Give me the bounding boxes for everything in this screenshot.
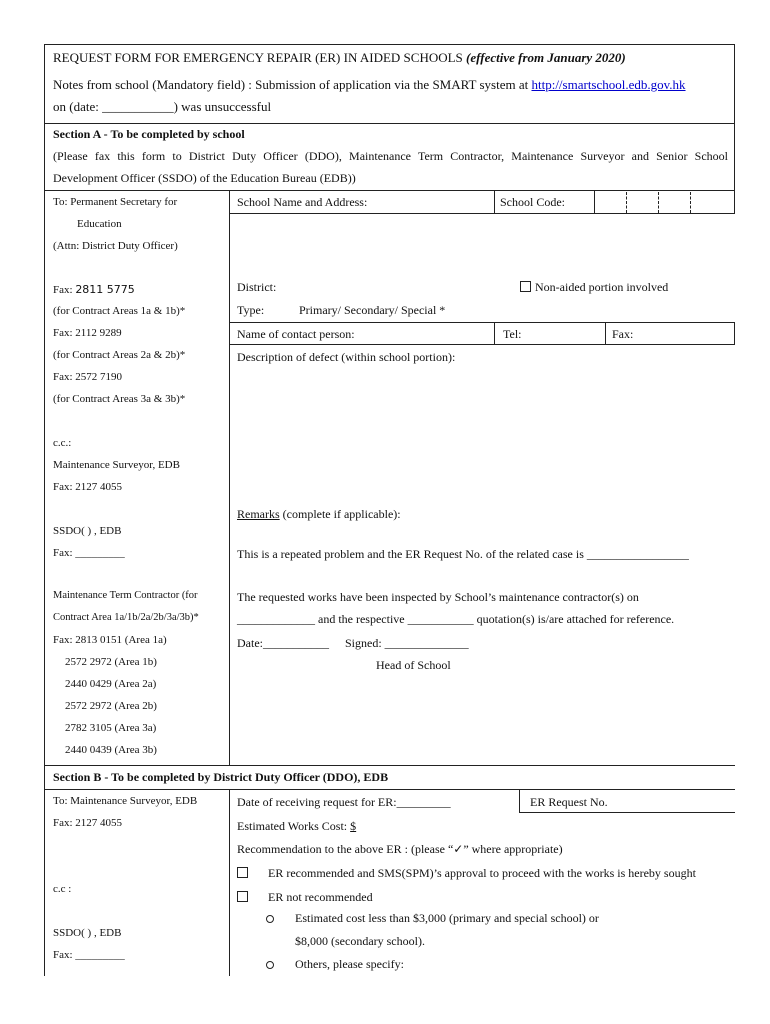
inspection-text-2: _____________ and the respective ___________ quotation(s) is/are attached for reference. [237, 612, 675, 626]
recommended-checkbox[interactable] [237, 867, 248, 878]
cc-label: c.c.: [53, 437, 72, 449]
district-label: District: [237, 280, 277, 294]
date-receiving-request: Date of receiving request for ER:_________ [237, 795, 451, 809]
mtc-fax-area-1b: 2572 2972 (Area 1b) [65, 656, 157, 668]
section-b-fax: Fax: 2127 4055 [53, 817, 123, 829]
tel-label: Tel: [503, 327, 522, 341]
er-request-no-label: ER Request No. [530, 795, 608, 809]
radio-others[interactable] [266, 961, 274, 969]
not-recommended-checkbox[interactable] [237, 891, 248, 902]
ddo-fax-1-note: (for Contract Areas 1a & 1b)* [53, 305, 186, 317]
divider-fax [605, 322, 606, 344]
notes-line [53, 77, 686, 93]
form-title [53, 50, 626, 66]
code-box-divider [690, 192, 691, 213]
title-effective-date: (effective from January 2020) [466, 50, 626, 65]
maintenance-surveyor-fax: Fax: 2127 4055 [53, 481, 123, 493]
section-b-heading: Section B - To be completed by District Duty Officer (DDO), EDB [53, 770, 389, 784]
signed-field: Signed: ______________ [345, 636, 469, 650]
mtc-fax-area-2a: 2440 0429 (Area 2a) [65, 678, 157, 690]
divider-er-request-left [519, 789, 520, 812]
column-divider-a [229, 190, 230, 765]
type-label: Type: [237, 303, 265, 317]
non-aided-checkbox[interactable] [520, 281, 531, 292]
cost-threshold-text-2: $8,000 (secondary school). [295, 934, 425, 948]
divider-school-row [229, 213, 735, 214]
section-a-heading: Section A - To be completed by school [53, 127, 245, 141]
section-b-ssdo: SSDO( ) , EDB [53, 927, 122, 939]
mtc-fax-area-2b: 2572 2972 (Area 2b) [65, 700, 157, 712]
notes-text: Notes from school (Mandatory field) : Submission of application via the SMART system at [53, 77, 529, 92]
option-not-recommended-label: ER not recommended [268, 890, 373, 904]
fax-label: Fax: [612, 327, 634, 341]
divider-section-b-top [44, 765, 735, 766]
section-b-cc: c.c : [53, 883, 72, 895]
divider-er-request [519, 812, 735, 813]
ddo-fax-2-note: (for Contract Areas 2a & 2b)* [53, 349, 186, 361]
ddo-fax-3: Fax: 2572 7190 [53, 371, 123, 383]
radio-cost-below-threshold[interactable] [266, 915, 274, 923]
estimated-cost-line [237, 819, 430, 834]
head-of-school-label: Head of School [376, 658, 451, 672]
ddo-fax-1 [53, 283, 135, 296]
school-name-label: School Name and Address: [237, 195, 368, 209]
title-text: REQUEST FORM FOR EMERGENCY REPAIR (ER) IN AIDED SCHOOLS [53, 50, 463, 65]
frame-left-border [44, 44, 45, 976]
estimated-cost-label: Estimated Works Cost: [237, 819, 348, 833]
addressee-line-2: Education [77, 218, 122, 230]
maintenance-surveyor: Maintenance Surveyor, EDB [53, 459, 180, 471]
mtc-line-1: Maintenance Term Contractor (for [53, 590, 198, 601]
mtc-fax-area-1a: Fax: 2813 0151 (Area 1a) [53, 634, 167, 646]
section-a-instruction-2: Development Officer (SSDO) of the Education Bureau (EDB)) [53, 171, 356, 185]
date-field: Date:___________ [237, 636, 329, 650]
divider-header [44, 123, 735, 124]
divider-contact-top [229, 322, 735, 323]
divider-section-b-body [44, 789, 735, 790]
fax-label: Fax: [53, 284, 73, 296]
cost-threshold-text-1: Estimated cost less than $3,000 (primary and special school) or [295, 911, 599, 925]
ssdo-fax: Fax: _________ [53, 547, 125, 559]
non-aided-checkbox-row[interactable] [520, 280, 668, 295]
divider-tel [494, 322, 495, 344]
option-not-recommended[interactable] [237, 890, 252, 905]
section-b-ssdo-fax: Fax: _________ [53, 949, 125, 961]
option-recommended[interactable] [237, 866, 252, 881]
remarks-suffix: (complete if applicable): [282, 507, 401, 521]
divider-school-code [494, 190, 495, 213]
recommendation-label: Recommendation to the above ER : (please “✓” where appropriate) [237, 842, 563, 856]
mtc-fax-area-3a: 2782 3105 (Area 3a) [65, 722, 157, 734]
mtc-fax-area-3b: 2440 0439 (Area 3b) [65, 744, 157, 756]
divider-code-boxes [594, 190, 595, 213]
section-b-addressee: To: Maintenance Surveyor, EDB [53, 795, 198, 807]
school-code-label: School Code: [500, 195, 565, 209]
divider-section-a-body [44, 190, 735, 191]
repeated-problem-text: This is a repeated problem and the ER Request No. of the related case is _________________ [237, 547, 689, 561]
remarks-label: Remarks [237, 507, 280, 521]
remarks-line [237, 507, 401, 522]
frame-right-contact [734, 322, 735, 344]
mtc-line-2: Contract Area 1a/1b/2a/2b/3a/3b)* [53, 612, 199, 623]
code-box-divider [658, 192, 659, 213]
contact-person-label: Name of contact person: [237, 327, 355, 341]
smart-system-link[interactable]: http://smartschool.edb.gov.hk [531, 77, 686, 92]
ssdo-line: SSDO( ) , EDB [53, 525, 122, 537]
frame-right-border-top [734, 44, 735, 123]
fax-number: 2811 5775 [75, 283, 135, 296]
section-a-instruction-1: (Please fax this form to District Duty Officer (DDO), Maintenance Term Contractor, Maintenance Surveyor and Senior School [53, 149, 728, 163]
estimated-cost-value[interactable]: $ [350, 819, 357, 833]
others-specify-label: Others, please specify: [295, 957, 404, 971]
inspection-text-1: The requested works have been inspected by School’s maintenance contractor(s) on [237, 590, 639, 604]
attn-line: (Attn: District Duty Officer) [53, 240, 178, 252]
option-recommended-label: ER recommended and SMS(SPM)’s approval to proceed with the works is hereby sought [268, 866, 696, 880]
ddo-fax-2: Fax: 2112 9289 [53, 327, 122, 339]
type-options: Primary/ Secondary/ Special * [299, 303, 446, 317]
addressee-line-1: To: Permanent Secretary for [53, 196, 178, 208]
code-box-divider [626, 192, 627, 213]
non-aided-label: Non-aided portion involved [535, 280, 669, 294]
frame-right-code [734, 190, 735, 213]
ddo-fax-3-note: (for Contract Areas 3a & 3b)* [53, 393, 186, 405]
divider-contact-bottom [229, 344, 735, 345]
notes-date-line: on (date: ___________) was unsuccessful [53, 99, 272, 114]
defect-description-label: Description of defect (within school portion): [237, 350, 456, 364]
frame-top-border [44, 44, 735, 45]
column-divider-b [229, 789, 230, 976]
frame-right-border-a [734, 123, 735, 190]
